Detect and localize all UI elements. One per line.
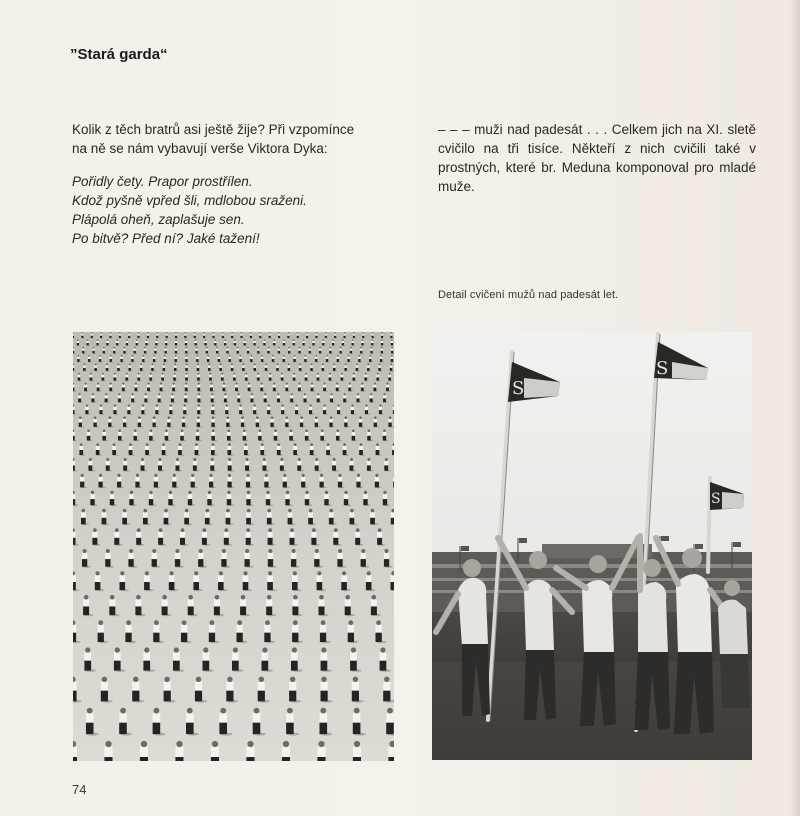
photo-flag-bearers xyxy=(432,332,752,760)
intro-line-1: Kolik z těch bratrů asi ještě žije? Při vzpomínce xyxy=(72,122,355,137)
poem-line: Po bitvě? Před ní? Jaké tažení! xyxy=(72,231,260,246)
right-text-column xyxy=(438,120,756,196)
flag-letter: S xyxy=(711,491,721,507)
page-number: 74 xyxy=(72,782,87,797)
poem-line: Pořidly čety. Prapor prostřílen. xyxy=(72,174,253,189)
poem-line: Kdož pyšně vpřed šli, mdlobou sraženi. xyxy=(72,193,307,208)
flag-bearers-image xyxy=(432,332,752,760)
intro-line-2: na ně se nám vybavují verše Viktora Dyka: xyxy=(72,141,328,156)
crowd-image xyxy=(73,332,394,761)
page-title: ”Stará garda“ xyxy=(70,46,168,63)
page-edge-shadow xyxy=(790,0,800,816)
photo-caption: Detail cvičení mužů nad padesát let. xyxy=(438,289,619,301)
flag-letter: S xyxy=(656,358,669,379)
poem xyxy=(72,172,402,248)
left-text-column xyxy=(72,120,402,248)
flag-letter: S xyxy=(512,378,525,399)
right-paragraph: – – – muži nad padesát . . . Celkem jich na XI. sletě cvičilo na tři tisíce. Někteří z nich cvičili také v prostných, které br. Meduna komponoval pro mladé muže. xyxy=(438,122,756,194)
photo-mass-gymnastics xyxy=(73,332,394,761)
poem-line: Plápolá oheň, zaplašuje sen. xyxy=(72,212,245,227)
